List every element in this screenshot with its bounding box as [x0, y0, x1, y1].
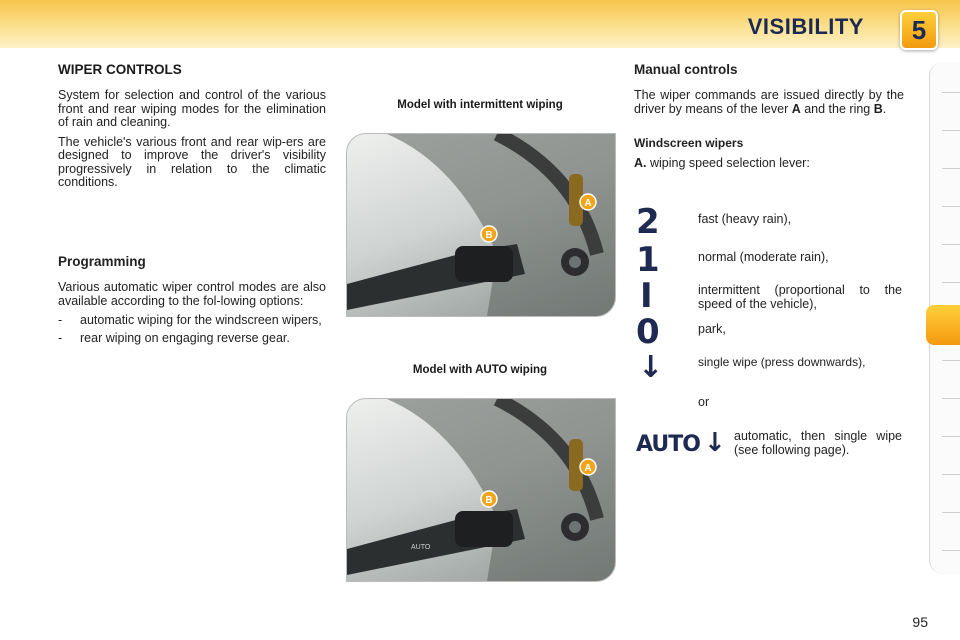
page-title: VISIBILITY [747, 14, 864, 39]
tab-divider [942, 398, 960, 399]
intro-paragraph: System for selection and control of the various front and rear wiping modes for the elimination of rain and cleaning. [58, 88, 326, 129]
page-number: 95 [912, 614, 928, 630]
label-a: A [584, 198, 592, 209]
figure-caption: Model with AUTO wiping [412, 364, 548, 376]
manual-controls-paragraph: The wiper commands are issued directly by the driver by means of the lever A and the ring B. [634, 88, 904, 116]
tab-divider [942, 244, 960, 245]
figure-caption: Model with intermittent wiping [397, 99, 563, 111]
speed-row-fast [636, 202, 906, 242]
programming-title: Programming [58, 254, 146, 269]
tab-divider [942, 360, 960, 361]
stalk-illustration [347, 134, 615, 316]
label-b: B [485, 495, 493, 506]
tab-divider [942, 130, 960, 131]
speed-row-or [636, 396, 906, 416]
figure-intermittent-wiping [346, 133, 616, 317]
speed-intermittent-icon: I [640, 276, 653, 316]
stalk-auto-label: AUTO [411, 544, 431, 551]
chapter-tabs[interactable] [929, 62, 960, 574]
section-title: WIPER CONTROLS [58, 62, 182, 77]
tab-divider [942, 474, 960, 475]
intro-paragraph: The vehicle's various front and rear wip-ers are designed to improve the driver's visibility progressively in relation to the climatic conditions. [58, 134, 326, 189]
label-b: B [485, 230, 493, 241]
or-text: or [698, 395, 710, 409]
auto-description: automatic, then single wipe (see following page). [734, 429, 902, 457]
tab-divider [942, 206, 960, 207]
stalk-illustration [347, 399, 615, 581]
lever-description: A. wiping speed selection lever: [634, 156, 810, 170]
speed-2-icon: 2 [636, 202, 660, 242]
label-a: A [584, 463, 592, 474]
options-list [58, 314, 326, 345]
tab-divider [942, 92, 960, 93]
speed-description: fast (heavy rain), [698, 212, 792, 226]
speed-description: park, [698, 322, 726, 336]
speed-description: single wipe (press downwards), [698, 355, 866, 369]
header-band [0, 0, 960, 48]
list-item: - automatic wiping for the windscreen wipers, [58, 313, 322, 327]
tab-divider [942, 436, 960, 437]
speed-row-normal [636, 240, 906, 280]
tab-divider [942, 512, 960, 513]
windscreen-wipers-title: Windscreen wipers [634, 136, 744, 150]
speed-row-park [636, 312, 906, 352]
right-column [634, 62, 904, 170]
speed-0-icon: 0 [636, 312, 660, 352]
arrow-down-icon: ↓ [704, 428, 726, 458]
auto-icon: AUTO [636, 432, 700, 457]
speed-description: intermittent (proportional to the speed of the vehicle), [698, 283, 902, 311]
chapter-badge: 5 [900, 10, 938, 50]
tab-divider [942, 550, 960, 551]
list-item: - rear wiping on engaging reverse gear. [58, 330, 290, 345]
manual-controls-title: Manual controls [634, 62, 738, 77]
speed-row-auto [636, 428, 906, 468]
speed-row-intermittent [636, 276, 906, 316]
tab-divider [942, 282, 960, 283]
figure-auto-wiping [346, 398, 616, 582]
speed-description: normal (moderate rain), [698, 250, 829, 264]
programming-paragraph: Various automatic wiper control modes are also available according to the fol-lowing options: [58, 280, 326, 308]
speed-1-icon: 1 [636, 240, 660, 280]
tab-divider [942, 168, 960, 169]
left-column [58, 62, 326, 196]
programming-block [58, 254, 326, 349]
speed-row-single [636, 352, 906, 388]
tab-active-chapter[interactable] [926, 305, 960, 345]
arrow-down-icon: ↓ [638, 350, 664, 385]
